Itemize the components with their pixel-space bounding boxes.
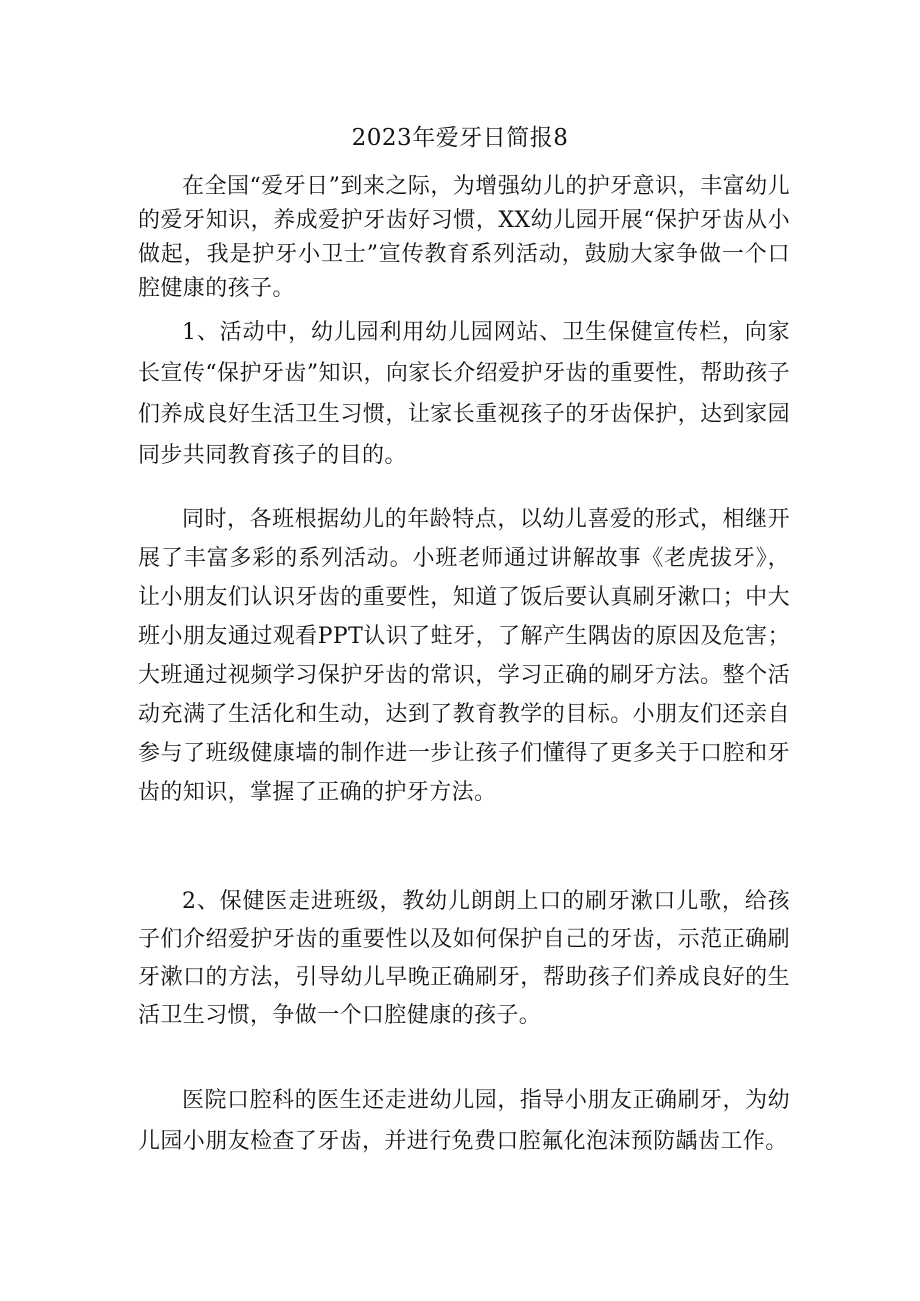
intro-paragraph: 在全国“爱牙日”到来之际，为增强幼儿的护牙意识，丰富幼儿的爱牙知识，养成爱护牙齿好习惯，XX幼儿园开展“保护牙齿从小做起，我是护牙小卫士”宣传教育系列活动，鼓励大家争做一个口腔健康的孩子。 [138,174,790,301]
class-activities-paragraph: 同时，各班根据幼儿的年龄特点，以幼儿喜爱的形式，相继开展了丰富多彩的系列活动。小班老师通过讲解故事《老虎拔牙》，让小朋友们认识牙齿的重要性，知道了饭后要认真刷牙漱口；中大班小朋友通过观看PPT认识了蛀牙，了解产生隅齿的原因及危害；大班通过视频学习保护牙齿的常识，学习正确的刷牙方法。整个活动充满了生活化和生动，达到了教育教学的目标。小朋友们还亲自参与了班级健康墙的制作进一步让孩子们懂得了更多关于口腔和牙齿的知识，掌握了正确的护牙方法。 [138,507,790,805]
hospital-visit-paragraph: 医院口腔科的医生还走进幼儿园，指导小朋友正确刷牙，为幼儿园小朋友检查了牙齿，并进行免费口腔氟化泡沫预防龋齿工作。 [138,1088,790,1154]
activity-two-paragraph: 2、保健医走进班级，教幼儿朗朗上口的刷牙漱口儿歌，给孩子们介绍爱护牙齿的重要性以及如何保护自己的牙齿，示范正确刷牙漱口的方法，引导幼儿早晚正确刷牙，帮助孩子们养成良好的生活卫生习惯，争做一个口腔健康的孩子。 [138,889,790,1028]
document-title: 2023年爱牙日简报8 [351,125,569,151]
activity-one-paragraph: 1、活动中，幼儿园利用幼儿园网站、卫生保健宣传栏，向家长宣传“保护牙齿”知识，向家长介绍爱护牙齿的重要性，帮助孩子们养成良好生活卫生习惯，让家长重视孩子的牙齿保护，达到家园同步共同教育孩子的目的。 [138,320,790,468]
